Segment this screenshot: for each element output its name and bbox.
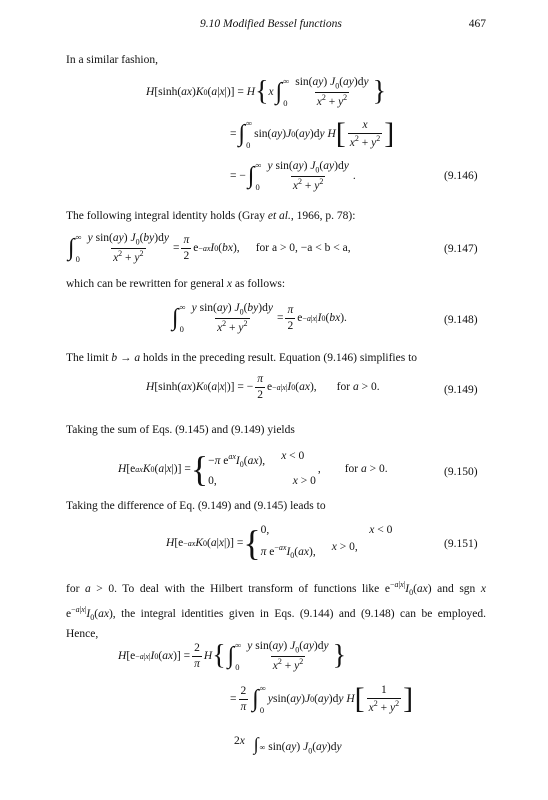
equation-number-9-148: (9.148): [444, 314, 478, 326]
equation-hilbert-exp-line3-cut: 2x ∫∞ sin(ay) $J_0(ay)dy$: [234, 734, 342, 756]
equation-number-9-151: (9.151): [444, 538, 478, 550]
paragraph-intro: In a similar fashion,: [66, 54, 158, 66]
equation-9-147: ∫ ∞ 0 $\frac{y \sin(ay) J_0(by)dy}{x^2 + y^2}$ = $\frac{\pi}{2}$ e −ax I 0 ( bx ), for a > 0, −a < b < a,: [68, 232, 351, 265]
equation-hilbert-exp-line1: H [e −a|x| I 0 ( ax )] = $\frac{2}{\pi}$ H { ∫ ∞ 0 $\frac{y \sin(ay) J_0(ay)dy}{x^2 + y^2}$ }: [118, 640, 347, 673]
paragraph-integral-identity: The following integral identity holds (Gray et al., 1966, p. 78):: [66, 210, 356, 222]
equation-9-146-line1: H [sinh( ax ) K 0 ( a | x |)] = H { x ∫ ∞ 0 $\frac{\sin(ay) J_0(ay)dy}{x^2 + y^2}$ }: [146, 76, 387, 109]
paragraph-general-x: which can be rewritten for general x as follows:: [66, 278, 286, 290]
equation-9-150: H [e ax K 0 ( a | x |)] = { −π $e^{ax}I_0(ax)$, x < 0 0, x > 0 , for a > 0.: [118, 449, 388, 490]
paragraph-difference: Taking the difference of Eq. (9.149) and (9.145) leads to: [66, 500, 326, 512]
equation-9-148: ∫ ∞ 0 $\frac{y \sin(ay) J_0(by)dy}{x^2 + y^2}$ = $\frac{\pi}{2}$ e −a|x| I 0 ( bx ).: [172, 302, 347, 335]
page-number: 467: [468, 18, 486, 30]
paragraph-hilbert-transform: for a > 0. To deal with the Hilbert transform of functions like $e^{-a|x|}I_0(ax)$ and sgn x $e^{-a|x|}I_0(ax)$, the integral identities given in Eqs. (9.144) and (9.148) can be employed. Hence,: [66, 580, 486, 641]
running-header: [0, 18, 548, 34]
equation-number-9-149: (9.149): [444, 384, 478, 396]
equation-number-9-150: (9.150): [444, 466, 478, 478]
equation-9-146-line2: = ∫ ∞ 0 sin( ay ) J 0 ( ay )d y H [ $\frac{x}{x^2 + y^2}$ ]: [230, 117, 395, 150]
equation-9-147-condition: for a > 0, −a < b < a,: [255, 242, 351, 255]
paragraph-sum: Taking the sum of Eqs. (9.145) and (9.149) yields: [66, 424, 295, 436]
equation-number-9-147: (9.147): [444, 243, 478, 255]
equation-9-149: H [sinh( ax ) K 0 ( a | x |)] = − $\frac{\pi}{2}$ e −a|x| I 0 ( ax ), for a > 0.: [146, 373, 380, 401]
equation-9-149-condition: for a > 0.: [336, 381, 380, 394]
equation-number-9-146: (9.146): [444, 170, 478, 182]
equation-9-146-line3: = − ∫ ∞ 0 $\frac{y \sin(ay) J_0(ay)dy}{x^2 + y^2}$ .: [230, 160, 356, 193]
equation-9-150-condition: for a > 0.: [344, 463, 388, 476]
equation-9-151: H [e −ax K 0 ( a | x |)] = { 0, x < 0 π $e^{-ax}I_0(ax)$, x > 0,: [166, 523, 393, 564]
running-title: 9.10 Modified Bessel functions: [200, 18, 342, 30]
paragraph-limit: The limit b → a holds in the preceding result. Equation (9.146) simplifies to: [66, 352, 418, 364]
equation-hilbert-exp-line2: = $\frac{2}{\pi}$ ∫ ∞ 0 y sin( ay ) J 0 ( ay )d y H [ $\frac{1}{x^2 + y^2}$ ]: [230, 682, 414, 715]
